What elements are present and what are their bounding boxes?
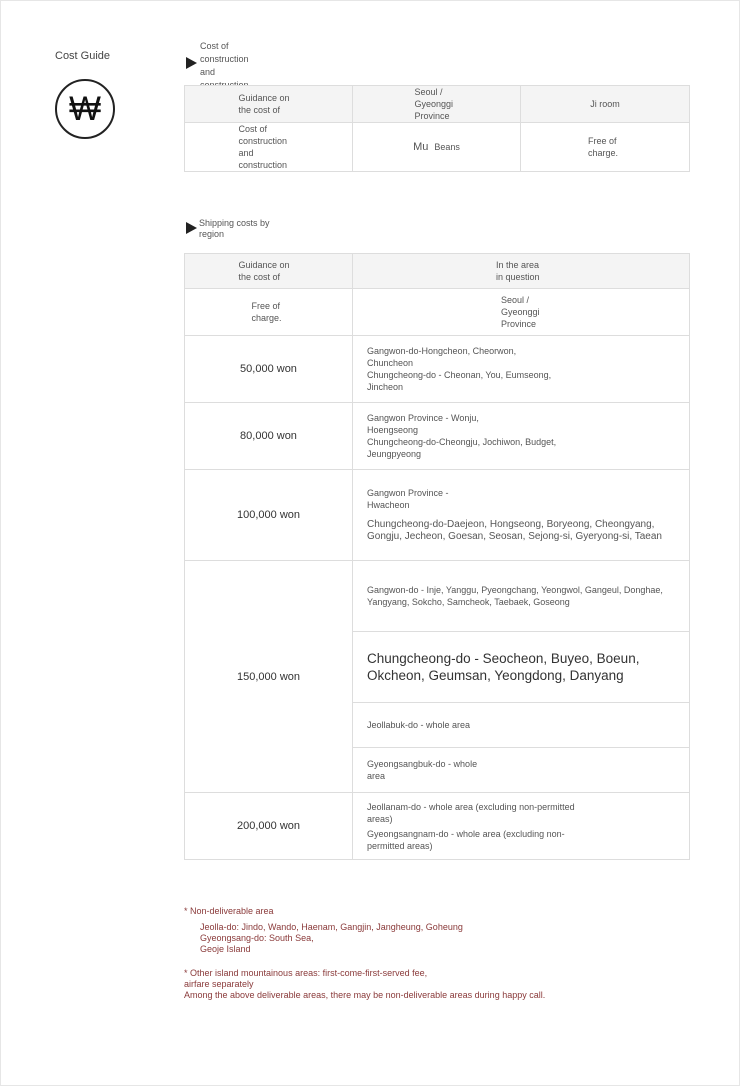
row-seoul-value: Mu Beans (353, 123, 521, 172)
area-cell: Gangwon Province - Hwacheon Chungcheong-do-Daejeon, Hongseong, Boryeong, Cheongyang, Gongju, Jecheon, Goesan, Seosan, Sejong-si, Gyeryong-si, Taean (353, 470, 690, 561)
row-ji-room-value: Free of charge. (521, 123, 690, 172)
price-cell: 50,000 won (185, 336, 353, 403)
note-line: * Other island mountainous areas: first-come-first-served fee, (184, 968, 428, 978)
area-cell: Seoul / Gyeonggi Province (353, 289, 690, 336)
area-cell: Gangwon Province - Wonju, Hoengseong Chungcheong-do-Cheongju, Jochiwon, Budget, Jeungpyeong (353, 403, 690, 470)
note-line: Gyeongsang-do: South Sea, (200, 933, 314, 943)
header-area: In the area in question (353, 254, 690, 289)
area-cell: Gangwon-do-Hongcheon, Cheorwon, Chuncheon Chungcheong-do - Cheonan, You, Eumseong, Jincheon (353, 336, 690, 403)
area-cell: Jeollabuk-do - whole area (353, 703, 690, 748)
area-cell: Gangwon-do - Inje, Yanggu, Pyeongchang, Yeongwol, Gangeul, Donghae, Yangyang, Sokcho, Samcheok, Taebaek, Goseong (353, 561, 690, 632)
triangle-bullet-icon (186, 57, 197, 69)
table-row (185, 561, 690, 632)
price-cell: 200,000 won (185, 793, 353, 860)
sidebar-title: Cost Guide (55, 50, 111, 62)
table-row (185, 336, 690, 403)
table-row (185, 403, 690, 470)
construction-cost-table (184, 85, 690, 172)
price-cell: 80,000 won (185, 403, 353, 470)
header-guidance: Guidance on the cost of (185, 86, 353, 123)
triangle-bullet-icon (186, 222, 197, 234)
price-cell: 150,000 won (185, 561, 353, 793)
shipping-cost-table (184, 253, 690, 860)
row-label: Cost of construction and construction (185, 123, 353, 172)
area-cell: Chungcheong-do - Seocheon, Buyeo, Boeun, Okcheon, Geumsan, Yeongdong, Danyang (353, 632, 690, 703)
header-guidance: Guidance on the cost of (185, 254, 353, 289)
note-line: airfare separately (184, 979, 254, 989)
section2-heading: Shipping costs by region (186, 218, 281, 240)
note-line: Geoje Island (200, 944, 251, 954)
won-sign-icon: ₩ (55, 79, 115, 139)
table-row (185, 793, 690, 860)
price-cell: 100,000 won (185, 470, 353, 561)
notes-block (184, 906, 545, 1001)
area-cell: Jeollanam-do - whole area (excluding non-permitted areas) Gyeongsangnam-do - whole area (excluding non-permitted areas) (353, 793, 690, 860)
note-line: Jeolla-do: Jindo, Wando, Haenam, Gangjin, Jangheung, Goheung (200, 922, 463, 932)
header-ji-room: Ji room (521, 86, 690, 123)
price-cell: Free of charge. (185, 289, 353, 336)
section1-heading: Cost of construction and (186, 40, 262, 92)
table-header-row (185, 254, 690, 289)
table-header-row (185, 86, 690, 123)
table-row (185, 470, 690, 561)
note-line: Among the above deliverable areas, there may be non-deliverable areas during happy call. (184, 990, 546, 1000)
area-cell: Gyeongsangbuk-do - whole area (353, 748, 690, 793)
header-seoul: Seoul / Gyeonggi Province (353, 86, 521, 123)
table-row (185, 289, 690, 336)
table-row (185, 123, 690, 172)
notes-title: * Non-deliverable area (184, 906, 274, 916)
